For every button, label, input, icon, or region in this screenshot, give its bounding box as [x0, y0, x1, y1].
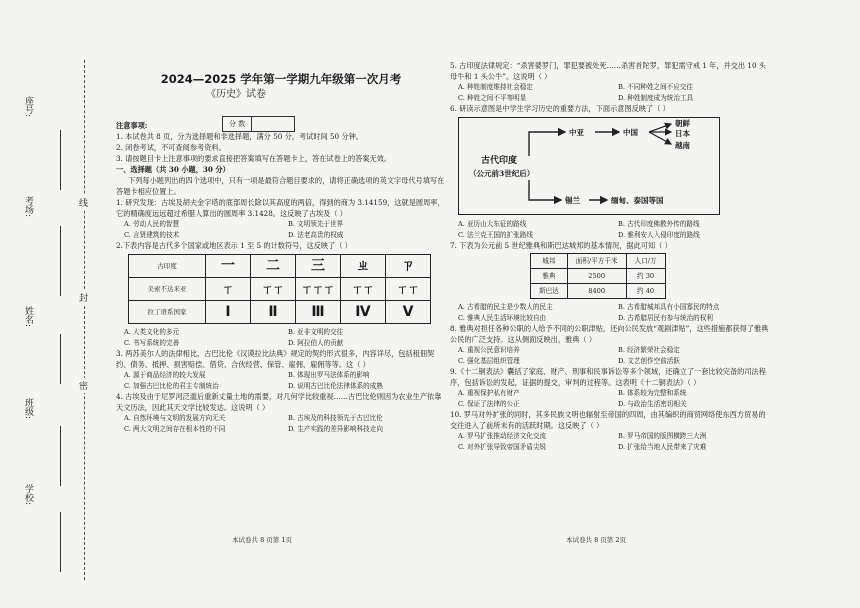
diagram-node: 中亚	[569, 128, 584, 137]
table-cell: Ⅴ	[386, 301, 431, 324]
table-cell: ㄒㄒㄒ	[296, 278, 341, 301]
diagram-node: 越南	[675, 141, 690, 150]
table-cell: 三	[296, 255, 341, 278]
table-cell: Ⅱ	[251, 301, 296, 324]
exam-room-label: 考场:	[23, 196, 33, 218]
option: D. 与政治生活密切相关	[618, 399, 687, 408]
option: C. 加强古巴比伦的君主专制统治	[124, 381, 219, 390]
option: B. 体系较为完整和系统	[618, 389, 687, 397]
option: C. 两大文明之间存在根本性的不同	[124, 424, 226, 433]
option: A. 源于商品经济的较大发展	[124, 371, 206, 379]
notice-item: 1. 本试卷共 8 页，分为选择题和非选择题，满分 50 分，考试时间 50 分钟。	[116, 132, 363, 141]
option: B. 经济繁荣社会稳定	[618, 346, 680, 354]
question-stem: 2.下表内容是古代多个国家或地区表示 1 至 5 的计数符号，这反映了（ ）	[116, 241, 352, 250]
page-footer-right: 本试卷共 8 页第 2页	[566, 536, 626, 544]
option: A. 重视保护私有财产	[458, 389, 520, 397]
numerals-table	[128, 254, 431, 324]
city-table	[530, 253, 666, 299]
exam-title: 2024—2025 学年第一学期九年级第一次月考	[160, 72, 402, 86]
table-cell: ㄒㄒ	[341, 278, 386, 301]
option: D. 文艺创作空前活跃	[618, 356, 680, 365]
question-stem: 3. 两苏美尔人的法律相比，古巴比伦《汉谟拉比法典》规定的契约形式很多，内容详尽，包括租佃契约、债务、抵押、损害赔偿、借贷、合伙经营、保管、雇佣、雇佣等等。这（ ）	[116, 349, 435, 369]
option: D. 说明古巴比伦法律体系的成熟	[288, 381, 383, 390]
table-cell: 二	[251, 255, 296, 278]
question-stem: 5. 古印度法律规定：“杀害婆罗门，罪犯要被处死……杀害首陀罗，罪犯需守戒 1 年，并交出 10 头母牛和 1 头公牛”。这说明（ ）	[450, 61, 766, 81]
question-options	[458, 82, 772, 103]
question-stem: 1. 研究发现：古埃及胡夫金字塔的底部周长除以其高度的两倍，得到的商为 3.14159，这就是圆周率，它的精确度远远超过希腊人算出的圆周率 3.1428。这反映了古埃及（ ）	[116, 198, 445, 218]
spread-diagram	[458, 117, 720, 215]
table-cell: ㄒㄒ	[386, 278, 431, 301]
option: B. 古希腊城邦具有小国寡民的特点	[618, 303, 720, 311]
score-field[interactable]	[252, 117, 294, 131]
section-intro: 下列每小题列出的四个选项中，只有一项是最符合题目要求的，请将正确选项的英文字母代号填写在答题卡相应位置上。	[116, 176, 445, 196]
table-cell: ㄒㄒ	[251, 278, 296, 301]
option: C. 雅典人民生活环境比较自由	[458, 313, 547, 322]
option: D. 法老高贵的权威	[288, 230, 344, 239]
seal-char-seal: 封	[79, 290, 88, 305]
option: B. 罗马帝国的版图横跨三大洲	[618, 432, 707, 440]
table-header: 城邦	[531, 254, 568, 269]
notice-item: 2. 闭卷考试，不可查阅参考资料。	[116, 143, 226, 152]
table-row	[129, 301, 431, 324]
option: A. 亚历山大东征的路线	[458, 220, 527, 228]
question-options	[458, 431, 772, 452]
option: B. 古代印度佛教外传的路线	[618, 220, 700, 228]
table-cell: 8400	[567, 284, 626, 299]
question-options	[458, 302, 772, 323]
option: B. 亚非文明的交往	[288, 328, 344, 336]
diagram-node: 朝鲜	[675, 119, 690, 128]
diagram-node: 中国	[623, 128, 638, 137]
table-cell: ㄒ	[206, 278, 251, 301]
question-stem: 10. 罗马对外扩张的同时，其多民族文明也辐射至帝国的四周，由其编织的商贸网络使东西方贸易的交往进入了前所未有的活跃时期。这反映了（ ）	[450, 410, 766, 430]
class-label: 班级:	[23, 398, 33, 420]
option: B. 不同种姓之间不应交往	[618, 83, 693, 91]
option: B. 文明领先于世界	[288, 220, 344, 228]
question-options	[458, 219, 772, 240]
option: A. 罗马扩张推动经济文化交流	[458, 432, 547, 440]
question-options	[124, 219, 446, 240]
binding-margin	[0, 0, 118, 608]
notice-item: 3. 请按题目卡上注意事项的要求直接把答案填写在答题卡上，答在试卷上的答案无效。	[116, 154, 392, 163]
option: D. 种姓制度成为统治工具	[618, 93, 694, 102]
table-cell: 斯巴达	[531, 284, 568, 299]
school-line	[60, 512, 61, 572]
table-cell: 雅典	[531, 269, 568, 284]
option: C. 对外扩张导致帝国矛盾尖锐	[458, 442, 547, 451]
option: D. 生产实践的差异影响科技走向	[288, 424, 383, 433]
table-cell: 古印度	[129, 255, 206, 278]
seal-char-line: 线	[79, 195, 88, 210]
right-column	[450, 60, 772, 452]
table-cell: Ⅳ	[341, 301, 386, 324]
class-line	[60, 426, 61, 486]
table-cell: 一	[206, 255, 251, 278]
question-options	[124, 413, 446, 434]
option: D. 雅利安人入侵印度的路线	[618, 230, 700, 239]
table-cell: Ⅰ	[206, 301, 251, 324]
table-cell: ㄓ	[341, 255, 386, 278]
seal-dashed-line	[84, 60, 85, 580]
table-row	[531, 269, 666, 284]
table-cell: ㄗ	[386, 255, 431, 278]
table-header-row	[531, 254, 666, 269]
question-stem: 9.《十二铜表法》囊括了家庭、财产、刑事和民事诉讼等多个领域，还确立了一套比较完备的司法程序，包括诉讼的发起，证据的提交，审判的过程等。这表明《十二铜表法》（ ）	[450, 367, 766, 387]
diagram-center-sub: （公元前3世纪后）	[469, 169, 535, 178]
table-row	[129, 278, 431, 301]
option: C. 种姓之间不平等明显	[458, 93, 527, 102]
exam-subject: 《历史》试卷	[206, 89, 266, 100]
option: C. 法兰克王国的扩张路线	[458, 230, 533, 239]
diagram-center: 古代印度	[481, 156, 518, 166]
question-stem: 8. 雅典对担任各种公职的人给予不同的公职津贴，还向公民发放“观剧津贴”，这些措施都获得了雅典公民的广泛支持。这从侧面反映出，雅典（ ）	[450, 324, 769, 344]
table-cell: 拉丁语系国家	[129, 301, 206, 324]
option: D. 古希腊居民有参与统治的权利	[618, 313, 713, 322]
option: C. 强化基层组织管理	[458, 356, 520, 365]
page-footer-left: 本试卷共 8 页第 1页	[232, 536, 292, 544]
question-stem: 4. 古埃及由于尼罗河泛滥后重新丈量土地的需要，对几何学比较重视……古巴比伦则因为农业生产依靠天文历法，因此其天文学比较发达。这说明（ ）	[116, 392, 442, 412]
section-heading: 一、选择题（共 30 小题，30 分）	[116, 165, 230, 174]
seat-label: 座号:	[23, 96, 33, 118]
option: A. 自然环境与文明的发展方向无关	[124, 414, 226, 422]
score-box	[222, 116, 295, 132]
table-cell: 2500	[567, 269, 626, 284]
diagram-node: 锡兰	[565, 196, 580, 205]
option: C. 言贤建筑的技术	[124, 230, 180, 239]
table-header: 人口/万	[626, 254, 665, 269]
question-stem: 7. 下表为公元前 5 世纪雅典和斯巴达城邦的基本情况，据此可知（ ）	[450, 241, 672, 250]
option: C. 书写系统的完善	[124, 338, 180, 347]
score-label: 分 数	[223, 117, 252, 131]
question-options	[124, 370, 446, 391]
table-cell: 约 30	[626, 269, 665, 284]
school-label: 学校:	[23, 484, 33, 506]
option: A. 人类文化的多元	[124, 328, 180, 336]
question-stem: 6. 研读示意图是中学生学习历史的重要方法，下面示意图反映了（ ）	[450, 104, 670, 113]
option: D. 阿拉伯人的贡献	[288, 338, 344, 347]
table-header: 面积/平方千米	[567, 254, 626, 269]
question-options	[458, 388, 772, 409]
table-cell: 约 40	[626, 284, 665, 299]
option: A. 古希腊的民主是少数人的民主	[458, 303, 553, 311]
notice-heading: 注意事项:	[116, 121, 148, 130]
name-label: 姓名:	[23, 306, 33, 328]
name-line	[60, 334, 61, 384]
table-row	[531, 284, 666, 299]
option: A. 重视公民意识培养	[458, 346, 520, 354]
option: A. 劳动人民的智慧	[124, 220, 180, 228]
table-cell: Ⅲ	[296, 301, 341, 324]
diagram-node: 日本	[675, 129, 690, 138]
table-cell: 美索不达米亚	[129, 278, 206, 301]
question-options	[124, 327, 446, 348]
option: B. 古埃及的科技领先于古巴比伦	[288, 414, 383, 422]
diagram-node: 缅甸、泰国等国	[611, 196, 664, 205]
option: D. 扩张给当地人民带来了灾难	[618, 442, 707, 451]
exam-room-line	[60, 226, 61, 296]
seal-char-secret: 密	[79, 378, 88, 393]
option: B. 体现出罗马法体系的影响	[288, 371, 370, 379]
option: C. 保证了法律的公正	[458, 399, 520, 408]
seat-line	[60, 130, 61, 190]
table-row	[129, 255, 431, 278]
question-options	[458, 345, 772, 366]
option: A. 种姓制度维持社会稳定	[458, 83, 533, 91]
